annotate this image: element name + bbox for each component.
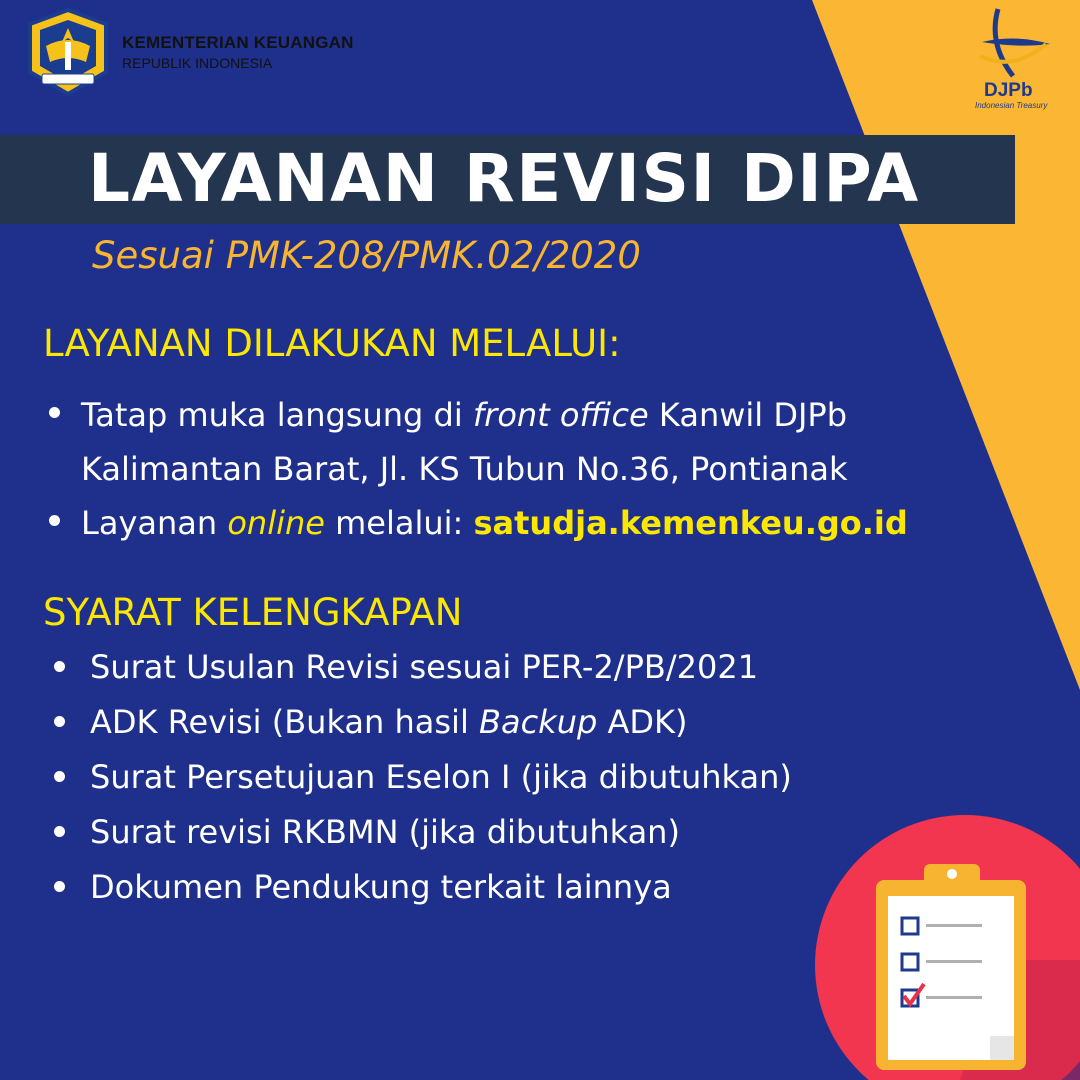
bullet-icon: [54, 881, 65, 892]
country-name: REPUBLIK INDONESIA: [122, 55, 273, 71]
djpb-logo-text: DJPb: [984, 80, 1033, 101]
satudja-link[interactable]: satudja.kemenkeu.go.id: [473, 504, 908, 542]
page-subtitle: Sesuai PMK-208/PMK.02/2020: [92, 234, 641, 277]
clipboard-checklist-icon: [872, 860, 1032, 1075]
ministry-name: KEMENTERIAN KEUANGAN: [122, 33, 354, 52]
syarat-heading: SYARAT KELENGKAPAN: [43, 591, 463, 634]
bullet-icon: [54, 771, 65, 782]
list-item: Surat Persetujuan Eselon I (jika dibutuhkan): [52, 750, 792, 805]
bullet-icon: [54, 661, 65, 672]
kemenkeu-emblem-icon: [22, 6, 114, 98]
list-item: Dokumen Pendukung terkait lainnya: [52, 860, 792, 915]
list-item: ADK Revisi (Bukan hasil Backup ADK): [52, 695, 792, 750]
page-title: LAYANAN REVISI DIPA: [88, 140, 920, 217]
list-item: Layanan online melalui: satudja.kemenkeu.go.id: [46, 496, 908, 550]
syarat-list: [52, 640, 792, 915]
list-item: Surat Usulan Revisi sesuai PER-2/PB/2021: [52, 640, 792, 695]
bullet-icon: [54, 716, 65, 727]
layanan-heading: LAYANAN DILAKUKAN MELALUI:: [43, 322, 621, 365]
layanan-list: [46, 388, 908, 550]
bullet-icon: [49, 515, 60, 526]
bullet-icon: [54, 826, 65, 837]
header: [22, 6, 354, 98]
list-item: Surat revisi RKBMN (jika dibutuhkan): [52, 805, 792, 860]
djpb-tagline: Indonesian Treasury: [975, 101, 1048, 110]
list-item: Tatap muka langsung di front office Kanwil DJPb: [46, 388, 908, 442]
bullet-icon: [49, 407, 60, 418]
list-item-continuation: Kalimantan Barat, Jl. KS Tubun No.36, Pontianak: [81, 450, 848, 488]
